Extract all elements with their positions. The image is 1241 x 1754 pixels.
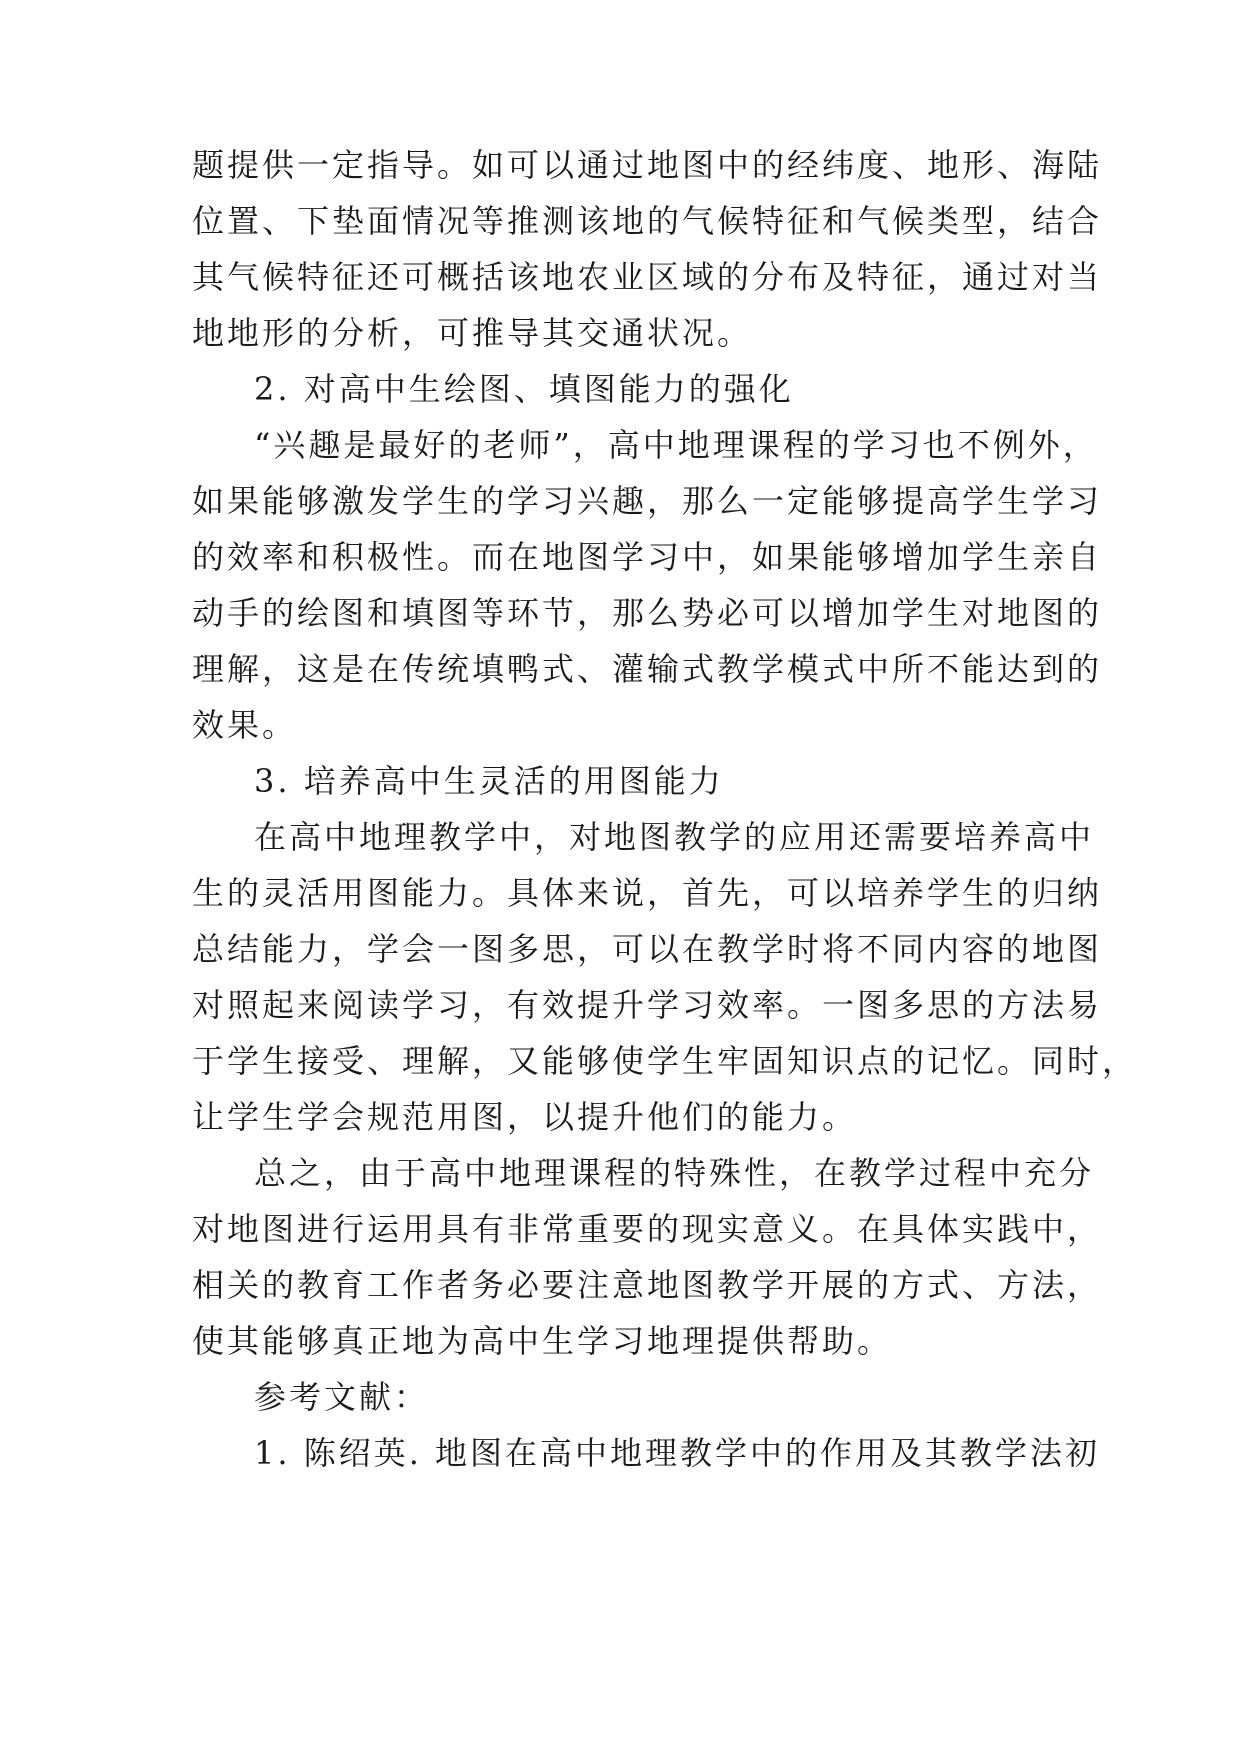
- text-line: 在高中地理教学中，对地图教学的应用还需要培养高中: [254, 818, 1095, 856]
- section-heading: 2. 对高中生绘图、填图能力的强化: [254, 370, 794, 408]
- text-line: 对地图进行运用具有非常重要的现实意义。在具体实践中，: [192, 1210, 1103, 1248]
- reference-item: 1. 陈绍英. 地图在高中地理教学中的作用及其教学法初: [254, 1434, 1101, 1472]
- text-line: 其气候特征还可概括该地农业区域的分布及特征，通过对当: [192, 258, 1103, 296]
- text-line: 生的灵活用图能力。具体来说，首先，可以培养学生的归纳: [192, 874, 1103, 912]
- text-line: 让学生学会规范用图，以提升他们的能力。: [192, 1098, 858, 1136]
- text-line: 对照起来阅读学习，有效提升学习效率。一图多思的方法易: [192, 986, 1103, 1024]
- text-line: “兴趣是最好的老师”，高中地理课程的学习也不例外，: [254, 426, 1098, 464]
- text-line: 如果能够激发学生的学习兴趣，那么一定能够提高学生学习: [192, 482, 1103, 520]
- text-line: 动手的绘图和填图等环节，那么势必可以增加学生对地图的: [192, 594, 1103, 632]
- text-line: 总结能力，学会一图多思，可以在教学时将不同内容的地图: [192, 930, 1103, 968]
- text-line: 的效率和积极性。而在地图学习中，如果能够增加学生亲自: [192, 538, 1103, 576]
- text-line: 理解，这是在传统填鸭式、灌输式教学模式中所不能达到的: [192, 650, 1103, 688]
- text-line: 总之，由于高中地理课程的特殊性，在教学过程中充分: [254, 1154, 1095, 1192]
- text-line: 于学生接受、理解，又能够使学生牢固知识点的记忆。同时，: [192, 1042, 1138, 1080]
- text-line: 效果。: [192, 706, 298, 744]
- text-line: 使其能够真正地为高中生学习地理提供帮助。: [192, 1322, 893, 1360]
- text-line: 题提供一定指导。如可以通过地图中的经纬度、地形、海陆: [192, 146, 1103, 184]
- text-line: 相关的教育工作者务必要注意地图教学开展的方式、方法，: [192, 1266, 1103, 1304]
- section-heading: 3. 培养高中生灵活的用图能力: [254, 762, 724, 800]
- text-line: 地地形的分析，可推导其交通状况。: [192, 314, 753, 352]
- references-heading: 参考文献：: [254, 1378, 430, 1416]
- text-line: 位置、下垫面情况等推测该地的气候特征和气候类型，结合: [192, 202, 1103, 240]
